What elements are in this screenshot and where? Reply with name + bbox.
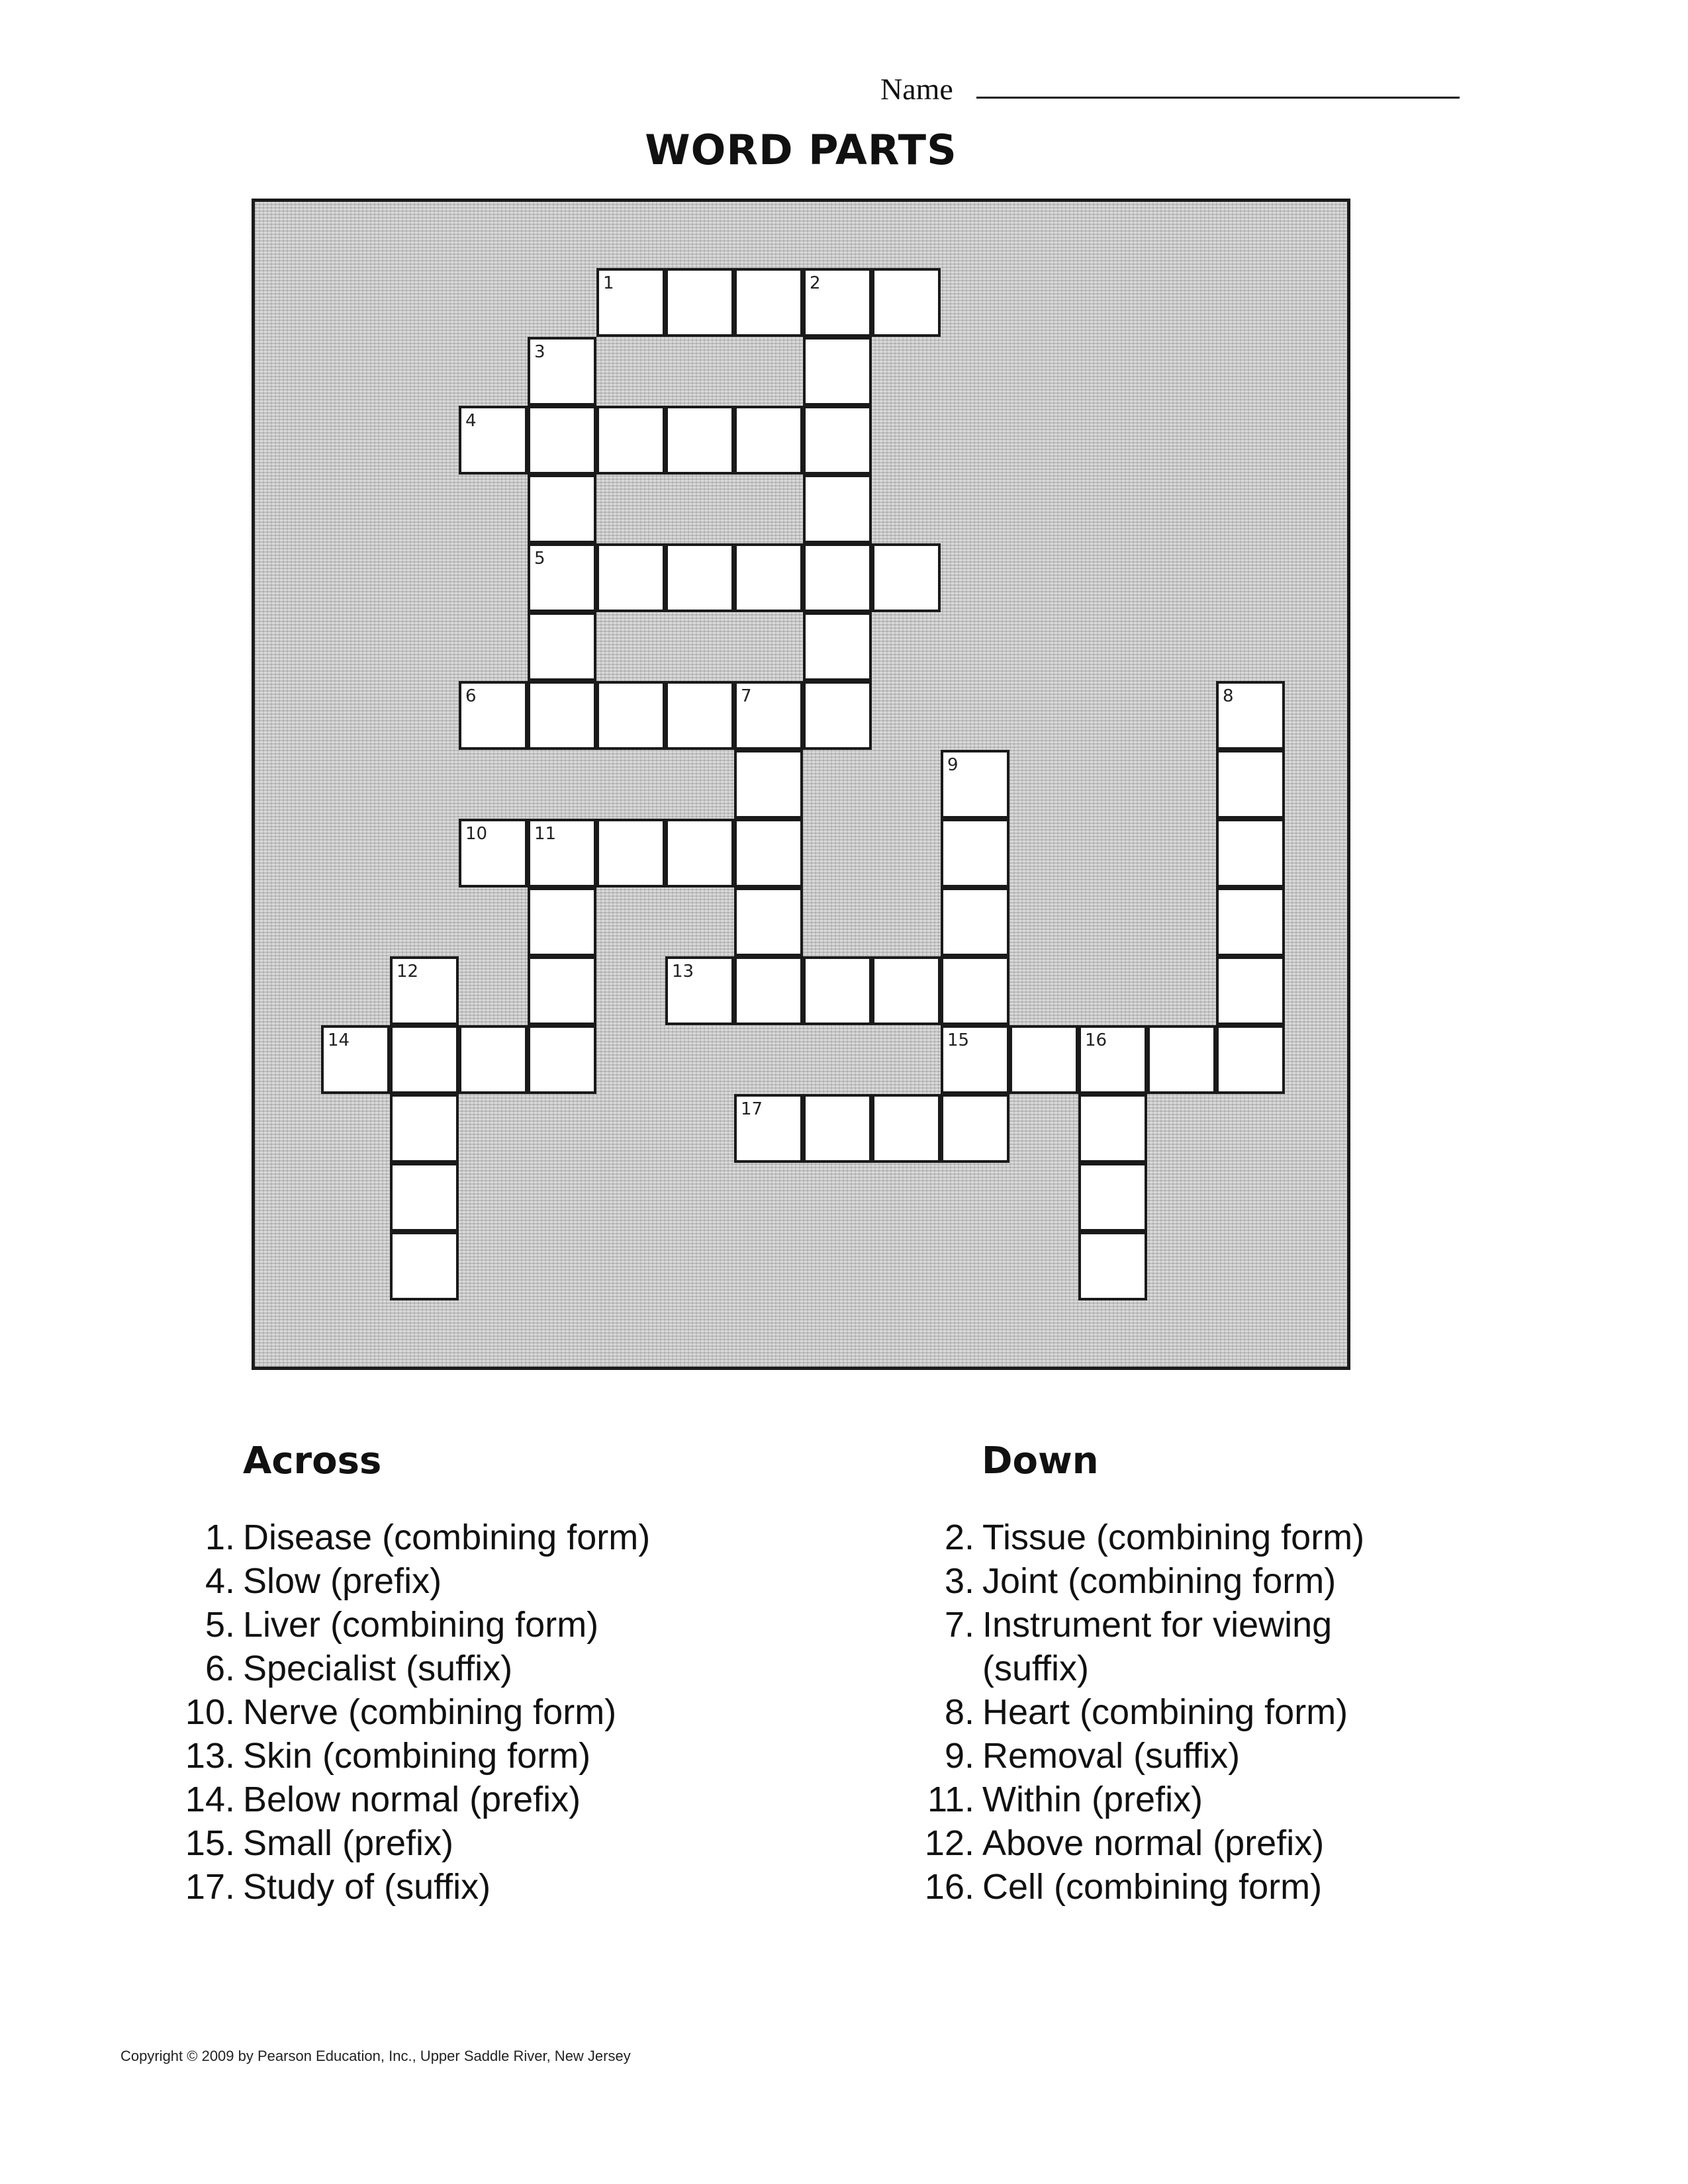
cell-number: 11 bbox=[534, 824, 557, 844]
crossword-cell[interactable] bbox=[734, 956, 803, 1025]
crossword-cell[interactable] bbox=[734, 406, 803, 475]
crossword-cell[interactable] bbox=[1216, 819, 1285, 887]
clue-number: 14. bbox=[185, 1780, 235, 1819]
crossword-cell[interactable] bbox=[459, 819, 528, 887]
crossword-cell[interactable] bbox=[941, 750, 1009, 819]
crossword-cell[interactable] bbox=[1078, 1094, 1147, 1163]
clue-across-6 bbox=[149, 1647, 650, 1690]
clue-number: 5. bbox=[205, 1605, 235, 1645]
cell-number: 4 bbox=[465, 411, 477, 431]
cell-number: 15 bbox=[947, 1030, 970, 1050]
crossword-cell[interactable] bbox=[1078, 1025, 1147, 1094]
clue-down-7 bbox=[888, 1603, 1364, 1647]
cell-number: 8 bbox=[1223, 686, 1234, 706]
crossword-cell[interactable] bbox=[1216, 681, 1285, 750]
crossword-cell[interactable] bbox=[734, 750, 803, 819]
clue-number: 15. bbox=[185, 1823, 235, 1863]
crossword-cell[interactable] bbox=[528, 543, 596, 612]
crossword-cell[interactable] bbox=[459, 1025, 528, 1094]
clue-number: 13. bbox=[185, 1736, 235, 1776]
clue-text: Slow (prefix) bbox=[243, 1561, 442, 1601]
clue-text: Joint (combining form) bbox=[982, 1561, 1336, 1601]
crossword-cell[interactable] bbox=[941, 819, 1009, 887]
crossword-cell[interactable] bbox=[1216, 750, 1285, 819]
crossword-cell[interactable] bbox=[390, 1094, 459, 1163]
crossword-cell[interactable] bbox=[872, 543, 941, 612]
crossword-cell[interactable] bbox=[528, 1025, 596, 1094]
across-heading: Across bbox=[243, 1439, 382, 1482]
cell-number: 3 bbox=[534, 342, 545, 362]
clue-across-17 bbox=[149, 1865, 650, 1909]
crossword-cell[interactable] bbox=[872, 956, 941, 1025]
clue-down-3 bbox=[888, 1559, 1364, 1603]
crossword-cell[interactable] bbox=[734, 681, 803, 750]
crossword-cell[interactable] bbox=[803, 956, 872, 1025]
crossword-cell[interactable] bbox=[528, 956, 596, 1025]
crossword-grid bbox=[252, 199, 1350, 1370]
page-title: WORD PARTS bbox=[645, 126, 957, 174]
crossword-cell[interactable] bbox=[596, 543, 665, 612]
name-line bbox=[976, 97, 1460, 99]
crossword-cell[interactable] bbox=[803, 543, 872, 612]
crossword-cell[interactable] bbox=[459, 681, 528, 750]
cell-number: 12 bbox=[397, 962, 419, 981]
name-label: Name bbox=[880, 72, 953, 106]
clue-number: 16. bbox=[924, 1867, 974, 1907]
crossword-cell[interactable] bbox=[390, 1163, 459, 1232]
clue-across-13 bbox=[149, 1734, 650, 1778]
clue-number: 7. bbox=[944, 1605, 974, 1645]
cell-number: 17 bbox=[741, 1099, 763, 1119]
crossword-cell[interactable] bbox=[665, 406, 734, 475]
crossword-cell[interactable] bbox=[872, 268, 941, 337]
crossword-cell[interactable] bbox=[390, 1232, 459, 1300]
crossword-cell[interactable] bbox=[665, 268, 734, 337]
crossword-cell[interactable] bbox=[596, 681, 665, 750]
crossword-cell[interactable] bbox=[803, 268, 872, 337]
crossword-cell[interactable] bbox=[528, 819, 596, 887]
clue-across-5 bbox=[149, 1603, 650, 1647]
clue-down-16 bbox=[888, 1865, 1364, 1909]
clue-down-9 bbox=[888, 1734, 1364, 1778]
clue-number: 10. bbox=[185, 1692, 235, 1732]
crossword-cell[interactable] bbox=[803, 612, 872, 681]
crossword-cell[interactable] bbox=[528, 406, 596, 475]
clue-text: Heart (combining form) bbox=[982, 1692, 1348, 1732]
cell-number: 7 bbox=[741, 686, 752, 706]
crossword-cell[interactable] bbox=[1147, 1025, 1216, 1094]
crossword-cell[interactable] bbox=[528, 337, 596, 406]
clue-text: Liver (combining form) bbox=[243, 1605, 599, 1645]
clue-number: 17. bbox=[185, 1867, 235, 1907]
crossword-cell[interactable] bbox=[665, 819, 734, 887]
crossword-cell[interactable] bbox=[941, 956, 1009, 1025]
crossword-cell[interactable] bbox=[665, 681, 734, 750]
clue-text: Disease (combining form) bbox=[243, 1518, 651, 1557]
clue-text: Instrument for viewing bbox=[982, 1605, 1333, 1645]
crossword-cell[interactable] bbox=[1009, 1025, 1078, 1094]
crossword-cell[interactable] bbox=[1078, 1232, 1147, 1300]
down-heading: Down bbox=[982, 1439, 1099, 1482]
clue-text: Above normal (prefix) bbox=[982, 1823, 1325, 1863]
crossword-cell[interactable] bbox=[528, 612, 596, 681]
cell-number: 1 bbox=[603, 273, 614, 293]
cell-number: 2 bbox=[810, 273, 821, 293]
crossword-cell[interactable] bbox=[941, 887, 1009, 956]
clue-text: Skin (combining form) bbox=[243, 1736, 591, 1776]
crossword-cell[interactable] bbox=[803, 406, 872, 475]
clue-number: 6. bbox=[205, 1649, 235, 1688]
clue-across-4 bbox=[149, 1559, 650, 1603]
crossword-cell[interactable] bbox=[1216, 956, 1285, 1025]
crossword-cell[interactable] bbox=[528, 475, 596, 543]
crossword-cell[interactable] bbox=[665, 956, 734, 1025]
crossword-cell[interactable] bbox=[941, 1094, 1009, 1163]
crossword-cell[interactable] bbox=[803, 475, 872, 543]
crossword-cell[interactable] bbox=[803, 681, 872, 750]
clue-across-10 bbox=[149, 1690, 650, 1734]
crossword-cell[interactable] bbox=[665, 543, 734, 612]
clue-number: 11. bbox=[927, 1780, 974, 1819]
cell-number: 9 bbox=[947, 755, 959, 775]
clue-across-14 bbox=[149, 1778, 650, 1821]
clue-number: 2. bbox=[944, 1518, 974, 1557]
clue-text: Cell (combining form) bbox=[982, 1867, 1323, 1907]
crossword-cell[interactable] bbox=[734, 543, 803, 612]
clue-across-15 bbox=[149, 1821, 650, 1865]
clue-number: 9. bbox=[944, 1736, 974, 1776]
crossword-cell[interactable] bbox=[459, 406, 528, 475]
crossword-cell[interactable] bbox=[734, 887, 803, 956]
cell-number: 10 bbox=[465, 824, 488, 844]
copyright-notice: Copyright © 2009 by Pearson Education, Inc., Upper Saddle River, New Jersey bbox=[120, 2048, 631, 2064]
crossword-cell[interactable] bbox=[596, 268, 665, 337]
clue-number: 1. bbox=[205, 1518, 235, 1557]
crossword-cell[interactable] bbox=[734, 819, 803, 887]
clue-text: Below normal (prefix) bbox=[243, 1780, 581, 1819]
clue-text: Specialist (suffix) bbox=[243, 1649, 513, 1688]
cell-number: 16 bbox=[1085, 1030, 1107, 1050]
crossword-cell[interactable] bbox=[390, 956, 459, 1025]
crossword-cell[interactable] bbox=[528, 887, 596, 956]
clue-text: Small (prefix) bbox=[243, 1823, 454, 1863]
clue-number: 12. bbox=[924, 1823, 974, 1863]
clue-text: Study of (suffix) bbox=[243, 1867, 491, 1907]
clue-down-2 bbox=[888, 1516, 1364, 1559]
clue-text: Within (prefix) bbox=[982, 1780, 1203, 1819]
down-clue-list bbox=[888, 1516, 1364, 1909]
cell-number: 13 bbox=[672, 962, 694, 981]
crossword-cell[interactable] bbox=[803, 337, 872, 406]
crossword-cell[interactable] bbox=[734, 1094, 803, 1163]
crossword-cell[interactable] bbox=[1078, 1163, 1147, 1232]
clue-number: 4. bbox=[205, 1561, 235, 1601]
crossword-cell[interactable] bbox=[734, 268, 803, 337]
clue-number: 8. bbox=[944, 1692, 974, 1732]
clue-down-12 bbox=[888, 1821, 1364, 1865]
cell-number: 5 bbox=[534, 549, 545, 569]
cell-number: 6 bbox=[465, 686, 477, 706]
clue-text: (suffix) bbox=[982, 1649, 1090, 1688]
crossword-cell[interactable] bbox=[596, 819, 665, 887]
clue-number: 3. bbox=[944, 1561, 974, 1601]
crossword-cell[interactable] bbox=[1216, 1025, 1285, 1094]
crossword-cell[interactable] bbox=[390, 1025, 459, 1094]
clue-down-8 bbox=[888, 1690, 1364, 1734]
crossword-cell[interactable] bbox=[528, 681, 596, 750]
clue-across-1 bbox=[149, 1516, 650, 1559]
crossword-cell[interactable] bbox=[596, 406, 665, 475]
clue-text: Removal (suffix) bbox=[982, 1736, 1241, 1776]
crossword-cell[interactable] bbox=[941, 1025, 1009, 1094]
crossword-cell[interactable] bbox=[872, 1094, 941, 1163]
clue-down-11 bbox=[888, 1778, 1364, 1821]
clue-text: Tissue (combining form) bbox=[982, 1518, 1365, 1557]
clue-text: Nerve (combining form) bbox=[243, 1692, 617, 1732]
cell-number: 14 bbox=[328, 1030, 350, 1050]
across-clue-list bbox=[149, 1516, 650, 1909]
clue-down-7-cont bbox=[888, 1647, 1364, 1690]
crossword-cell[interactable] bbox=[321, 1025, 390, 1094]
crossword-cell[interactable] bbox=[803, 1094, 872, 1163]
crossword-cell[interactable] bbox=[1216, 887, 1285, 956]
